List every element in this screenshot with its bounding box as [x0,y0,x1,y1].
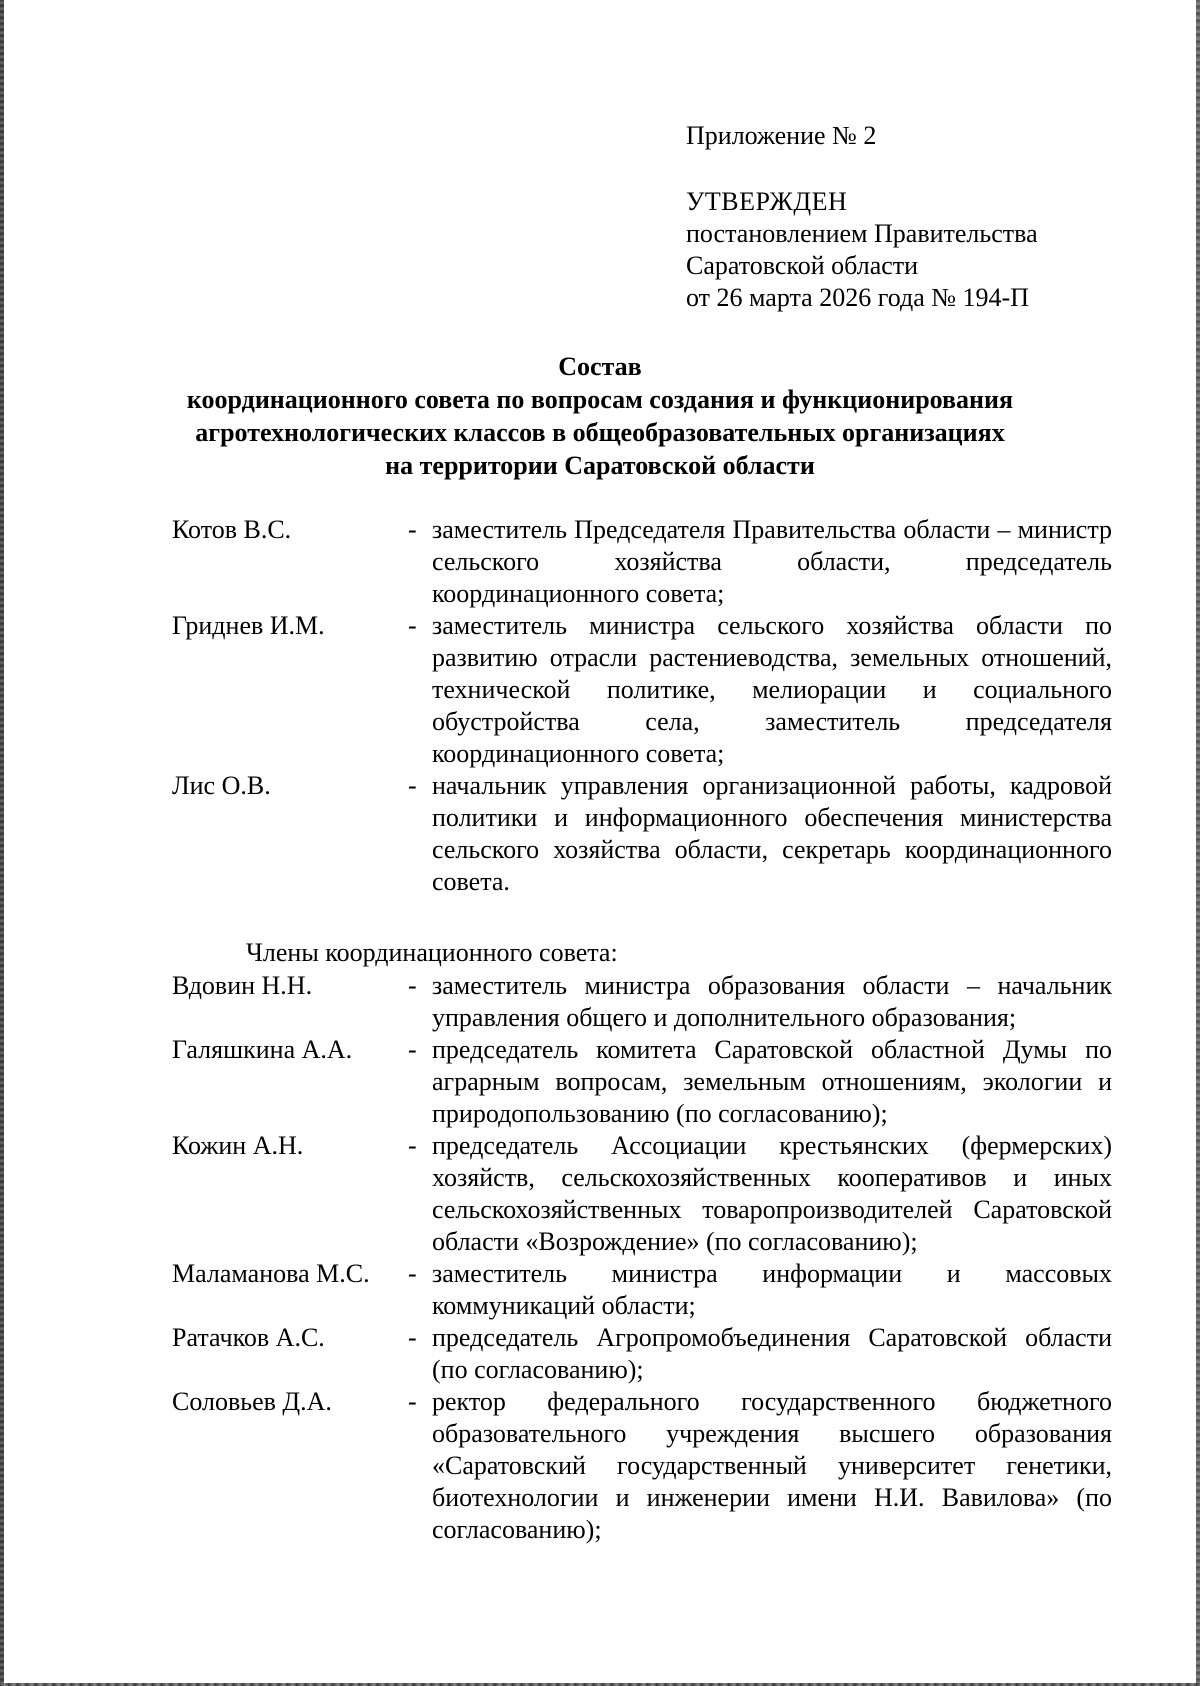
person-name: Кожин А.Н. [172,1131,304,1160]
list-item [172,514,1112,610]
dash-separator: - [408,1259,417,1288]
approval-line-2: Саратовской области [686,251,919,280]
person-position: председатель Ассоциации крестьянских (фермерских) хозяйств, сельскохозяйственных кооперативов и иных сельскохозяйственных товаропроизводителей Саратовской области «Возрождение» (по согласованию); [432,1131,1112,1256]
list-item [172,1034,1112,1130]
title-line-2: агротехнологических классов в общеобразовательных организациях [195,418,1005,447]
list-item [172,970,1112,1034]
leadership-list [172,514,1112,898]
person-position: заместитель министра информации и массовых коммуникаций области; [432,1259,1112,1320]
list-item [172,770,1112,898]
person-position: председатель Агропромобъединения Саратовской области (по согласованию); [432,1323,1112,1384]
person-name: Ратачков А.С. [172,1323,325,1352]
approval-line-3: от 26 марта 2026 года № 194-П [686,283,1029,312]
list-item [172,1258,1112,1322]
person-name: Лис О.В. [172,771,271,800]
person-name: Гриднев И.М. [172,611,325,640]
person-name: Котов В.С. [172,515,292,544]
dash-separator: - [408,1387,417,1416]
title-heading: Состав [558,352,642,381]
approval-line-1: постановлением Правительства [686,219,1038,248]
person-position: заместитель министра сельского хозяйства области по развитию отрасли растениеводства, земельных отношений, технической политике, мелиорации и социального обустройства села, заместитель председателя координационного совета; [432,611,1112,768]
title-line-3: на территории Саратовской области [385,451,815,480]
person-position: заместитель Председателя Правительства области – министр сельского хозяйства области, председатель координационного совета; [432,515,1112,608]
members-list [172,970,1112,1546]
dash-separator: - [408,1035,417,1064]
approved-label: УТВЕРЖДЕН [686,187,848,216]
person-name: Маламанова М.С. [172,1259,370,1288]
dash-separator: - [408,1323,417,1352]
dash-separator: - [408,1131,417,1160]
person-name: Вдовин Н.Н. [172,971,313,1000]
scan-edge-left [0,0,4,1686]
members-heading: Члены координационного совета: [246,938,618,967]
dash-separator: - [408,515,417,544]
person-name: Соловьев Д.А. [172,1387,332,1416]
person-name: Галяшкина А.А. [172,1035,353,1064]
list-item [172,1386,1112,1546]
person-position: ректор федерального государственного бюджетного образовательного учреждения высшего образования «Саратовский государственный университет генетики, биотехнологии и инженерии имени Н.И. Вавилова» (по согласованию); [432,1387,1112,1544]
dash-separator: - [408,771,417,800]
list-item [172,1130,1112,1258]
scan-edge-right [1196,0,1200,1686]
appendix-number: Приложение № 2 [686,121,877,150]
title-line-1: координационного совета по вопросам создания и функционирования [186,385,1014,414]
dash-separator: - [408,611,417,640]
list-item [172,610,1112,770]
list-item [172,1322,1112,1386]
approval-block [686,120,1116,314]
person-position: начальник управления организационной работы, кадровой политики и информационного обеспечения министерства сельского хозяйства области, секретарь координационного совета. [432,771,1112,896]
person-position: председатель комитета Саратовской областной Думы по аграрным вопросам, земельным отношениям, экологии и природопользованию (по согласованию); [432,1035,1112,1128]
person-position: заместитель министра образования области – начальник управления общего и дополнительного образования; [432,971,1112,1032]
dash-separator: - [408,971,417,1000]
document-title [150,350,1050,482]
